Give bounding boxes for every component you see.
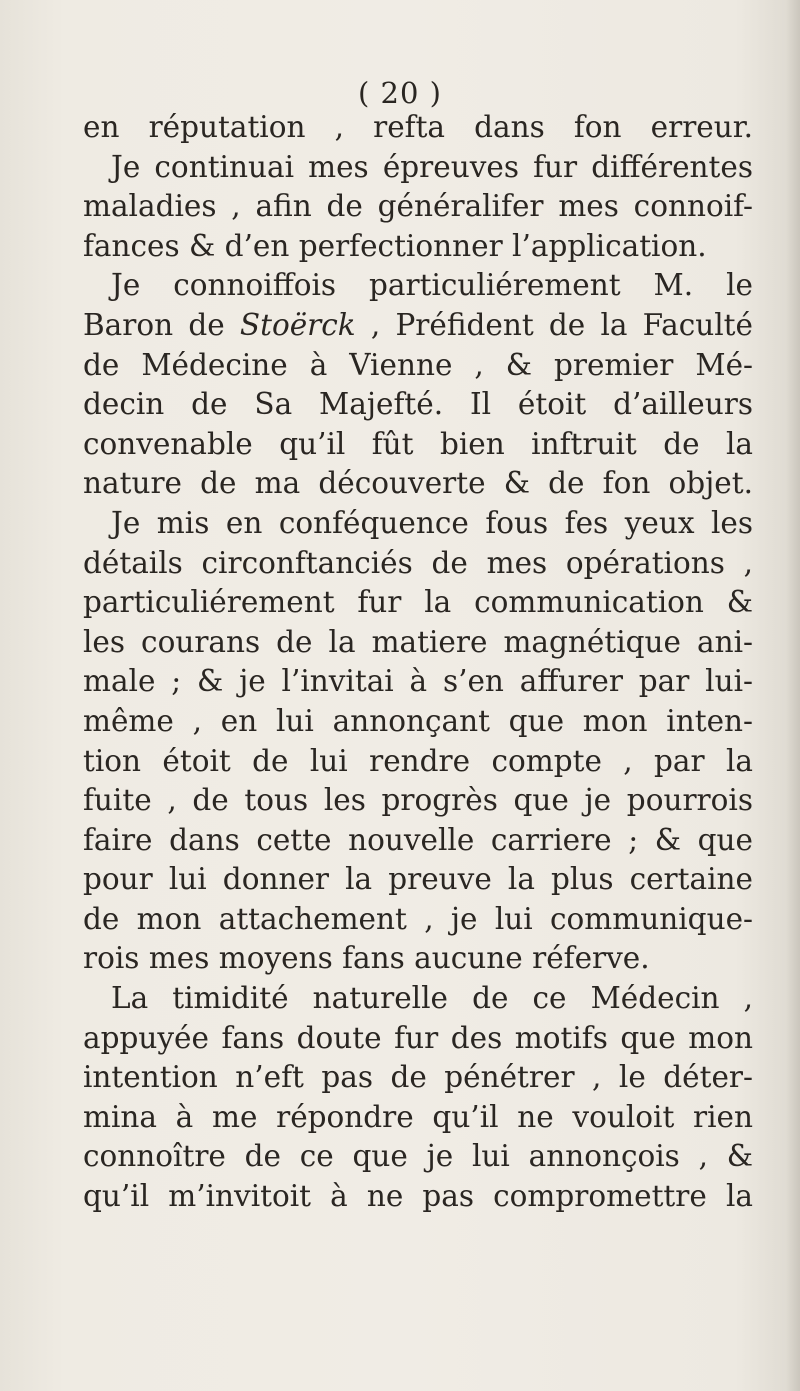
text-line: nature de ma découverte & de fon objet. xyxy=(83,466,753,501)
text-line: La timidité naturelle de ce Médecin , xyxy=(111,981,753,1016)
text-line: tion étoit de lui rendre compte , par la xyxy=(83,743,753,778)
text-line: de mon attachement , je lui communique- xyxy=(83,901,753,936)
text-line: decin de Sa Majefté. Il étoit d’ailleurs xyxy=(83,387,753,422)
text-line: Je continuai mes épreuves fur différentes xyxy=(111,149,753,184)
text-line: fances & d’en perfectionner l’application. xyxy=(83,228,707,263)
text-line: les courans de la matiere magnétique ani- xyxy=(83,624,753,659)
text-line: fuite , de tous les progrès que je pourrois xyxy=(83,783,753,818)
text-line: même , en lui annonçant que mon inten- xyxy=(83,703,753,738)
text-line: maladies , afin de généralifer mes connoif- xyxy=(83,189,753,224)
italic-name: Stoërck xyxy=(239,307,356,342)
text-line: pour lui donner la preuve la plus certaine xyxy=(83,862,753,897)
text-line: en réputation , refta dans fon erreur. xyxy=(83,110,753,144)
text-line: mina à me répondre qu’il ne vouloit rien xyxy=(83,1099,753,1134)
body-text xyxy=(83,108,753,1217)
text-line: Je connoiffois particuliérement M. le xyxy=(111,268,753,303)
text-line: faire dans cette nouvelle carriere ; & que xyxy=(83,822,753,857)
text-line: Je mis en conféquence fous fes yeux les xyxy=(111,505,753,540)
text-line: de Médecine à Vienne , & premier Mé- xyxy=(83,347,753,382)
text-line: Baron de Stoërck , Préfident de la Faculté xyxy=(83,307,753,342)
text-line: male ; & je l’invitai à s’en affurer par lui- xyxy=(83,664,753,699)
text-line: connoître de ce que je lui annonçois , & xyxy=(83,1139,753,1174)
text-line: qu’il m’invitoit à ne pas compromettre la xyxy=(83,1179,753,1214)
text-line: convenable qu’il fût bien inftruit de la xyxy=(83,426,753,461)
text-line: rois mes moyens fans aucune réferve. xyxy=(83,941,650,976)
text-line: particuliérement fur la communication & xyxy=(83,585,753,620)
page-edge-shadow xyxy=(786,0,800,1391)
text-line: intention n’eft pas de pénétrer , le déter- xyxy=(83,1060,753,1095)
page-number: ( 20 ) xyxy=(358,76,442,110)
text-line: appuyée fans doute fur des motifs que mon xyxy=(83,1020,753,1055)
text-line: détails circonftanciés de mes opérations , xyxy=(83,545,753,580)
